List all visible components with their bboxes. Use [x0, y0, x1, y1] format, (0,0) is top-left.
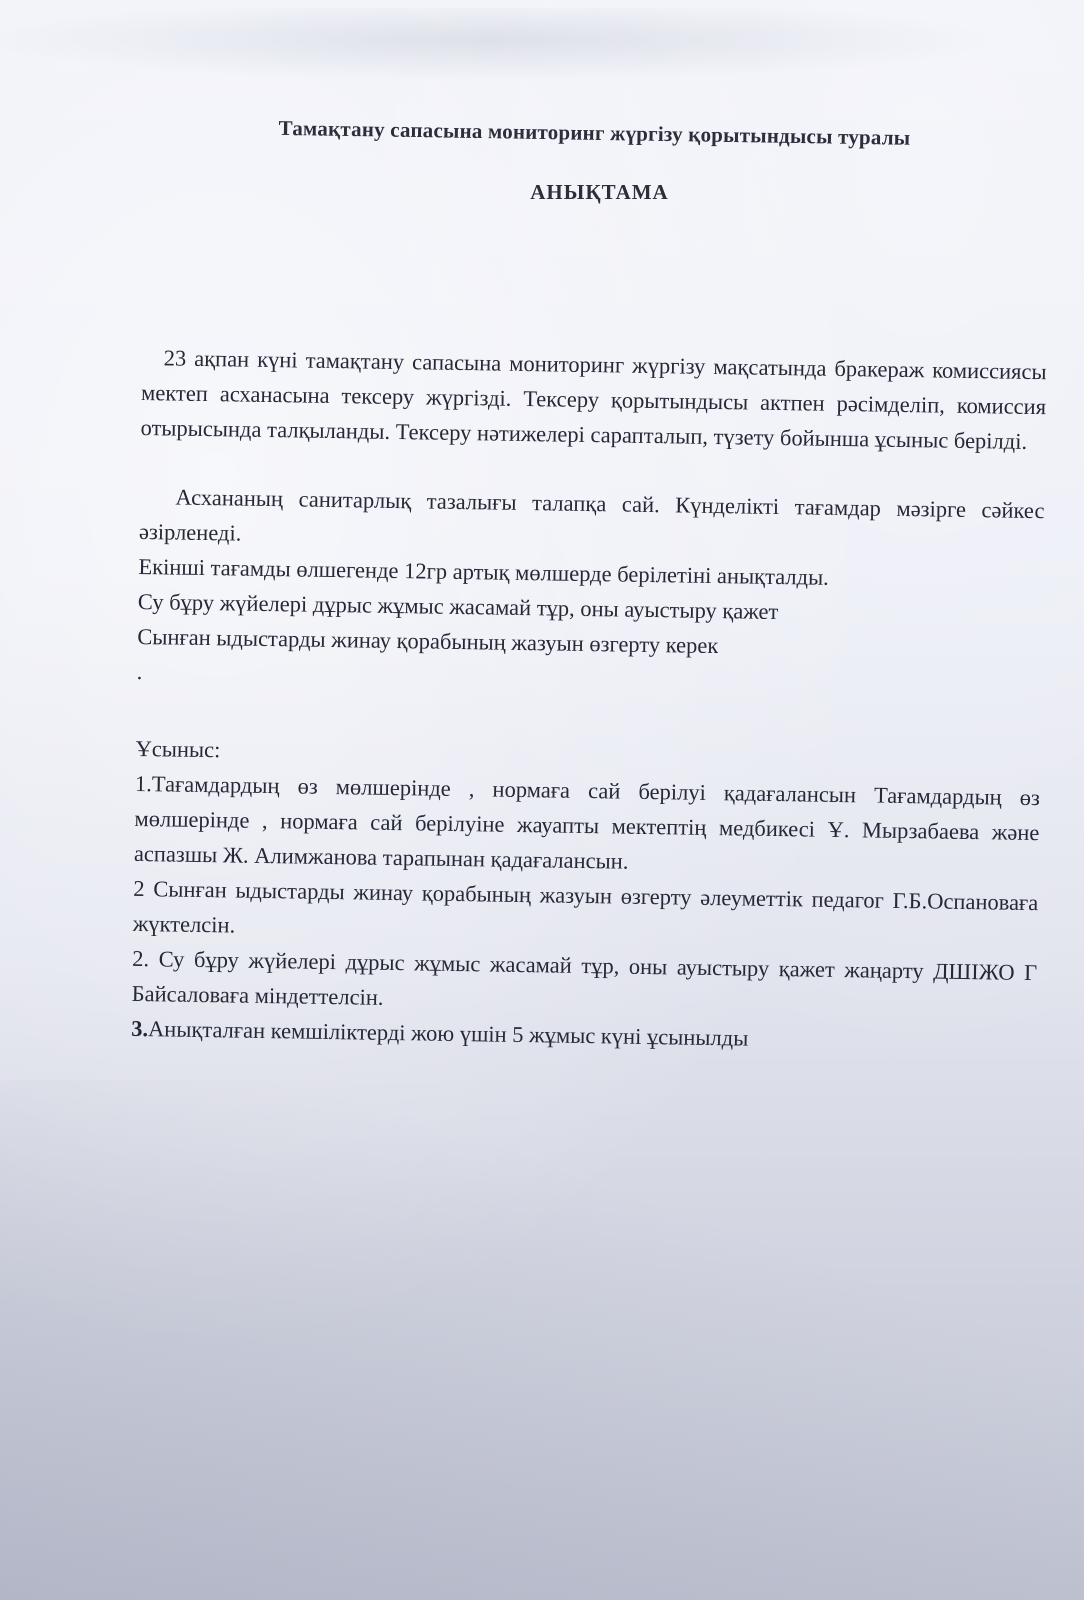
- paper-shadow: [0, 1080, 1084, 1600]
- recommendation-4-text: Анықталған кемшіліктерді жою үшін 5 жұмыс күні ұсынылды: [147, 1016, 749, 1051]
- stray-dot: .: [136, 658, 143, 685]
- recommendations-label: Ұсыныс:: [135, 735, 221, 763]
- recommendation-3: 2. Су бұру жүйелері дұрыс жұмыс жасамай тұр, оны ауыстыру қажет жаңарту ДШІЖО Г Байсаловаға міндеттелсін.: [131, 945, 1038, 1010]
- document-body: [131, 340, 1047, 1060]
- finding-sanitation: Асхананың санитарлық тазалығы талапқа сай. Күнделікті тағамдар мәзірге сәйкес әзірленеді.: [138, 484, 1045, 546]
- finding-dish-box: Сынған ыдыстарды жинау қорабының жазуын өзгерту керек: [137, 623, 719, 659]
- intro-paragraph: 23 ақпан күні тамақтану сапасына мониторинг жүргізу мақсатында бракераж комиссиясы мектеп асханасына тексеру жүргізді. Тексеру қорытындысы актпен рәсімделіп, комиссия отырысында талқыланды. Тексеру нәтижелері сарапталып, түзету бойынша ұсыныс берілді.: [140, 345, 1047, 454]
- document-title: Тамақтану сапасына мониторинг жүргізу қорытындысы туралы: [278, 115, 911, 150]
- finding-portion: Екінші тағамды өлшегенде 12гр артық мөлшерде берілетіні анықталды.: [138, 553, 830, 590]
- finding-drainage: Су бұру жүйелері дұрыс жұмыс жасамай тұр, оны ауыстыру қажет: [137, 588, 779, 625]
- paper-bleed-through: [0, 8, 1084, 88]
- recommendation-2: 2 Сынған ыдыстарды жинау қорабының жазуын өзгерту әлеуметтік педагог Г.Б.Оспановаға жүктелсін.: [132, 875, 1039, 938]
- recommendation-1: 1.Тағамдардың өз мөлшерінде , нормаға сай берілуі қадағалансын Тағамдардың өз мөлшерінде , нормаға сай берілуіне жауапты мектептің медбикесі Ұ. Мырзабаева және аспазшы Ж. Алимжанова тарапынан қадағалансын.: [133, 770, 1041, 874]
- document-heading: АНЫҚТАМА: [530, 180, 669, 204]
- recommendation-4-number: 3.: [130, 1015, 149, 1042]
